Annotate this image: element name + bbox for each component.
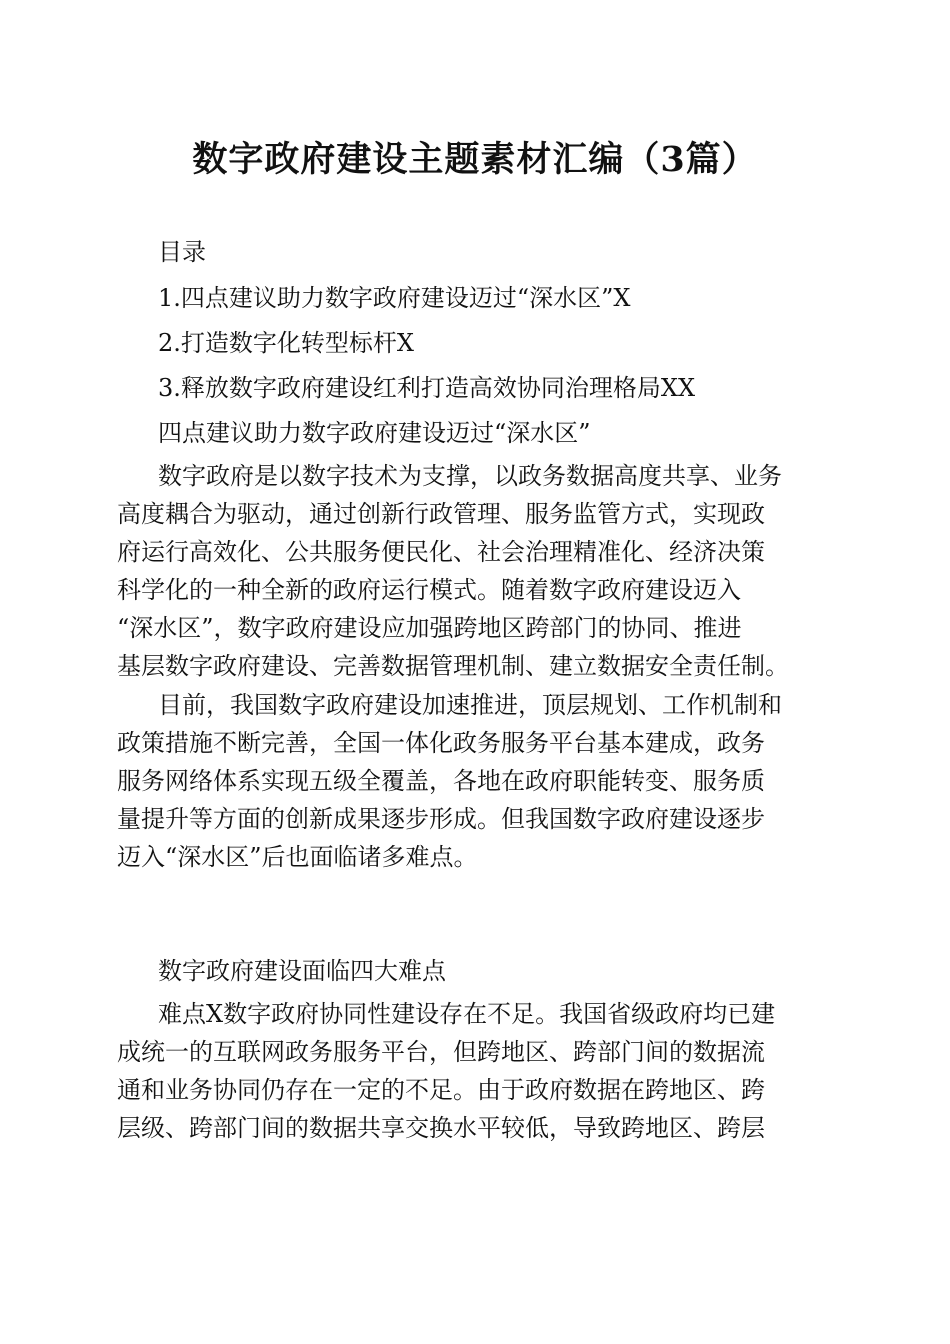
toc-heading: 目录 (158, 238, 206, 266)
toc-item-1: 1.四点建议助力数字政府建设迈过“深水区”X (158, 284, 631, 312)
toc-item-3: 3.释放数字政府建设红利打造高效协同治理格局XX (158, 374, 696, 402)
paragraph-2-line: 服务网络体系实现五级全覆盖，各地在政府职能转变、服务质 (117, 767, 765, 795)
paragraph-2-line: 目前，我国数字政府建设加速推进，顶层规划、工作机制和 (158, 691, 782, 719)
paragraph-3-line: 通和业务协同仍存在一定的不足。由于政府数据在跨地区、跨 (117, 1076, 765, 1104)
paragraph-1-line: 科学化的一种全新的政府运行模式。随着数字政府建设迈入 (117, 576, 741, 604)
paragraph-3 (117, 995, 823, 1147)
paragraph-1-line: 高度耦合为驱动，通过创新行政管理、服务监管方式，实现政 (117, 500, 765, 528)
paragraph-1 (117, 457, 823, 685)
paragraph-3-line: 难点X数字政府协同性建设存在不足。我国省级政府均已建 (158, 1000, 776, 1028)
paragraph-1-line: “深水区”，数字政府建设应加强跨地区跨部门的协同、推进 (117, 614, 742, 642)
paragraph-2 (117, 686, 823, 876)
paragraph-1-line: 基层数字政府建设、完善数据管理机制、建立数据安全责任制。 (117, 652, 789, 680)
paragraph-2-line: 政策措施不断完善，全国一体化政务服务平台基本建成，政务 (117, 729, 765, 757)
document-title: 数字政府建设主题素材汇编（3篇） (192, 139, 758, 180)
subheading: 数字政府建设面临四大难点 (158, 957, 446, 985)
toc-item-2: 2.打造数字化转型标杆X (158, 329, 414, 357)
paragraph-3-line: 成统一的互联网政务服务平台，但跨地区、跨部门间的数据流 (117, 1038, 765, 1066)
paragraph-1-line: 府运行高效化、公共服务便民化、社会治理精准化、经济决策 (117, 538, 765, 566)
paragraph-1-line: 数字政府是以数字技术为支撑，以政务数据高度共享、业务 (158, 462, 782, 490)
paragraph-2-line: 迈入“深水区”后也面临诸多难点。 (117, 843, 478, 871)
section-title: 四点建议助力数字政府建设迈过“深水区” (158, 419, 591, 447)
paragraph-2-line: 量提升等方面的创新成果逐步形成。但我国数字政府建设逐步 (117, 805, 765, 833)
paragraph-3-line: 层级、跨部门间的数据共享交换水平较低，导致跨地区、跨层 (117, 1114, 765, 1142)
